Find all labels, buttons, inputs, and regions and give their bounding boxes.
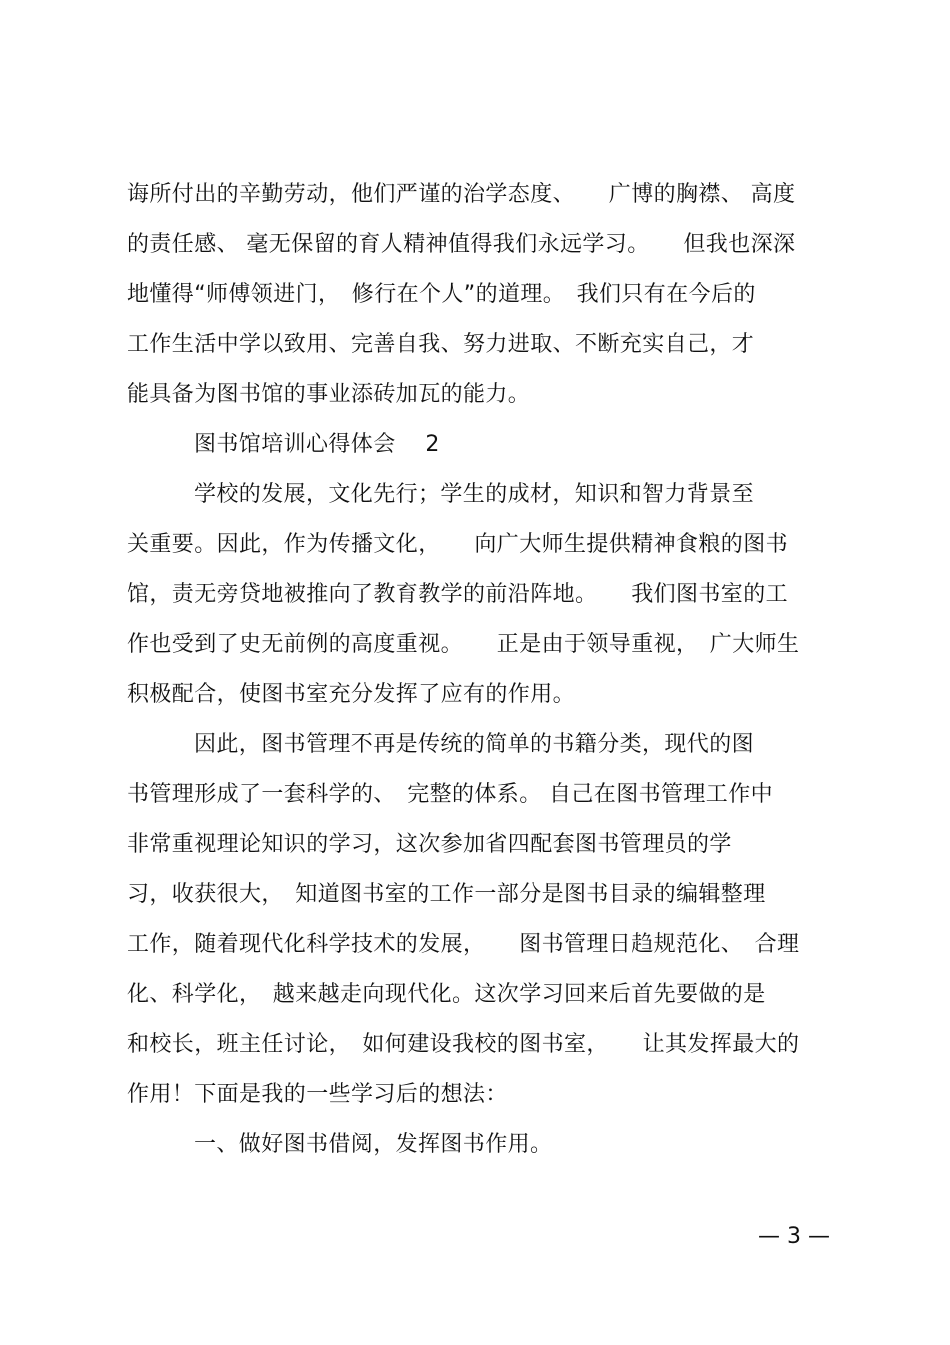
body-text-line: 化、科学化， 越来越走向现代化。这次学习回来后首先要做的是: [127, 982, 766, 1007]
body-text-line: 能具备为图书馆的事业添砖加瓦的能力。: [127, 382, 531, 407]
body-text-line: 馆，责无旁贷地被推向了教育教学的前沿阵地。 我们图书室的工: [127, 582, 789, 607]
page-number: — 3 —: [758, 1224, 830, 1249]
body-text-line: 地懂得“师傅领进门， 修行在个人”的道理。 我们只有在今后的: [127, 282, 756, 307]
body-text-line: 工作，随着现代化科学技术的发展， 图书管理日趋规范化、 合理: [127, 932, 800, 957]
body-text-line: 书管理形成了一套科学的、 完整的体系。 自己在图书管理工作中: [127, 782, 773, 807]
body-text-line: 和校长，班主任讨论， 如何建设我校的图书室， 让其发挥最大的: [127, 1032, 800, 1057]
body-text-line: 非常重视理论知识的学习，这次参加省四配套图书管理员的学: [127, 832, 732, 857]
section-heading: 图书馆培训心得体会 2: [194, 432, 440, 457]
paragraph-first-line: 因此，图书管理不再是传统的简单的书籍分类，现代的图: [194, 732, 755, 757]
body-text-line: 工作生活中学以致用、完善自我、努力进取、不断充实自己，才: [127, 332, 755, 357]
body-text-line: 诲所付出的辛勤劳动，他们严谨的治学态度、 广博的胸襟、 高度: [127, 182, 796, 207]
list-heading: 一、做好图书借阅，发挥图书作用。: [194, 1132, 553, 1157]
body-text-line: 作用！下面是我的一些学习后的想法：: [127, 1082, 508, 1107]
body-text-line: 作也受到了史无前例的高度重视。 正是由于领导重视， 广大师生: [127, 632, 800, 657]
paragraph-first-line: 学校的发展，文化先行；学生的成材，知识和智力背景至: [194, 482, 755, 507]
body-text-line: 的责任感、 毫无保留的育人精神值得我们永远学习。 但我也深深: [127, 232, 796, 257]
body-text-line: 积极配合，使图书室充分发挥了应有的作用。: [127, 682, 576, 707]
body-text-line: 关重要。因此，作为传播文化， 向广大师生提供精神食粮的图书: [127, 532, 789, 557]
body-text-line: 习，收获很大， 知道图书室的工作一部分是图书目录的编辑整理: [127, 882, 766, 907]
